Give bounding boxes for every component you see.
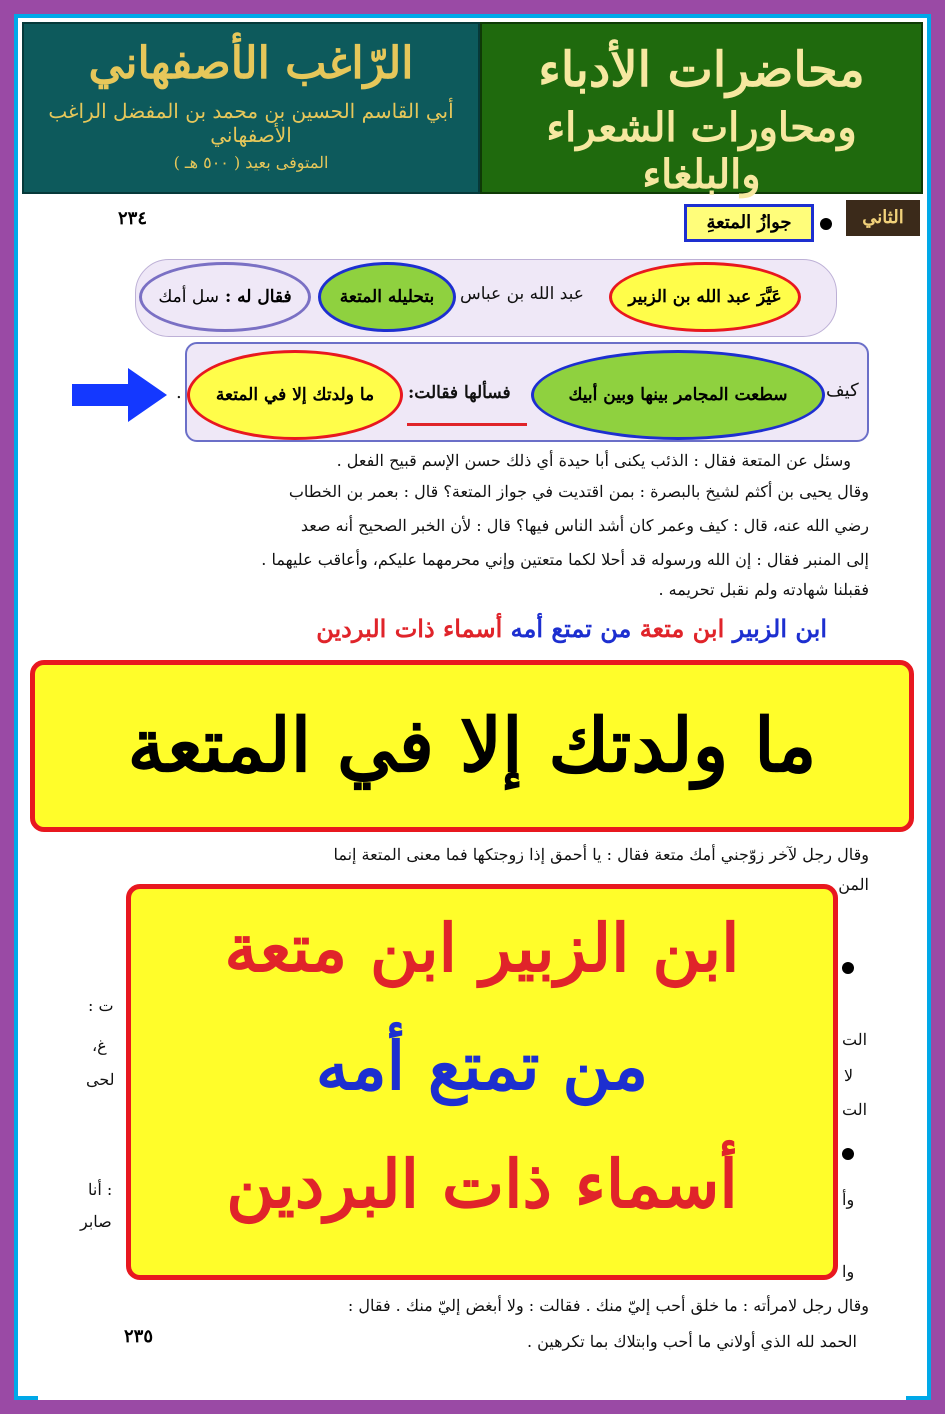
colored-part-3: من تمتع أمه (510, 614, 632, 643)
bottom-line-1: وقال رجل لامرأته : ما خلق أحب إليّ منك . فقالت : ولا أبغض إليّ منك . فقال : (347, 1296, 869, 1315)
lower-caption-box (126, 884, 838, 1280)
line2-end: . (176, 382, 182, 403)
lower-caption-line-1: ابن الزبير ابن متعة (224, 909, 740, 987)
fragment-9: صابر (80, 1212, 112, 1231)
colored-part-4: أسماء ذات البردين (316, 614, 503, 643)
bullet-icon (842, 1148, 854, 1160)
colored-summary-line (316, 614, 827, 643)
chapter-tab: الثاني (846, 200, 920, 236)
colored-part-2: ابن متعة (639, 614, 725, 643)
lower-caption-line-3: أسماء ذات البردين (226, 1145, 738, 1223)
line2-start: كيف (826, 380, 859, 401)
body-line-2: وقال يحيى بن أكثم لشيخ بالبصرة : بمن اقتديت في جواز المتعة؟ قال : بعمر بن الخطاب (288, 482, 869, 501)
bullet-icon (842, 962, 854, 974)
fragment-4: لا (844, 1066, 854, 1085)
page-number-top: ٢٣٤ (118, 208, 148, 229)
oval-majamir: سطعت المجامر بينها وبين أبيك (531, 350, 825, 440)
body-line-3: رضي الله عنه، قال : كيف وعمر كان أشد الناس فيها؟ قال : لأن الخبر الصحيح أنه صعد (300, 516, 869, 535)
big-caption: ما ولدتك إلا في المتعة (30, 660, 914, 832)
book-title-banner (480, 22, 923, 198)
fragment-8: وأ (842, 1190, 855, 1209)
book-title-line-2: ومحاورات الشعراء والبلغاء (546, 104, 857, 198)
line2-mid: فسألها فقالت: (408, 383, 511, 403)
author-full-name: أبي القاسم الحسين بن محمد بن المفضل الراغب الأصفهاني (48, 99, 454, 147)
oval-ibn-zubair: عَيَّرَ عبد الله بن الزبير (609, 262, 801, 332)
book-title-line-1: محاضرات الأدباء (538, 42, 865, 98)
plain-ibn-abbas: عبد الله بن عباس (460, 284, 584, 304)
oval-sal-ummak-bold: فقال له : (224, 287, 292, 307)
author-banner (22, 22, 480, 194)
oval-sal-ummak-plain: سل أمك (158, 287, 220, 307)
oval-waladtuk: ما ولدتك إلا في المتعة (187, 350, 403, 440)
fragment-7: : أنا (88, 1180, 113, 1199)
body-line-5: فقبلنا شهادته ولم نقبل تحريمه . (658, 580, 869, 599)
fragment-1: ت : (88, 996, 114, 1015)
arrow-right-icon (72, 368, 167, 422)
fragment-3: غ، (92, 1036, 107, 1055)
colored-part-1: ابن الزبير (732, 614, 827, 643)
fragment-6: الت (842, 1100, 868, 1119)
after-big-line-2: المن (838, 875, 869, 894)
page-number-bottom: ٢٣٥ (124, 1326, 154, 1347)
section-heading: جوازُ المتعةِ (684, 204, 814, 242)
after-big-line-1: وقال رجل لآخر زوّجني أمك متعة فقال : يا أحمق إذا زوجتكها فما معنى المتعة إنما (333, 845, 869, 864)
fragment-10: وا (842, 1262, 855, 1281)
lower-caption-line-2: من تمتع أمه (315, 1027, 649, 1105)
fragment-5: لحى (86, 1070, 115, 1089)
body-line-1: وسئل عن المتعة فقال : الذئب يكنى أبا حيدة أي ذلك حسن الإسم قبيح الفعل . (336, 451, 851, 470)
author-death-date: المتوفى بعيد ( ٥٠٠ هـ ) (173, 153, 329, 172)
bottom-line-2: الحمد لله الذي أولاني ما أحب وابتلاك بما تكرهين . (526, 1332, 857, 1351)
bullet-icon (820, 218, 832, 230)
author-name: الرّاغب الأصفهاني (88, 38, 414, 89)
oval-sal-ummak (139, 262, 311, 332)
fragment-2: الت (842, 1030, 868, 1049)
red-underline (407, 423, 527, 426)
oval-tahlil: بتحليله المتعة (318, 262, 456, 332)
body-line-4: إلى المنبر فقال : إن الله ورسوله قد أحلا لكما متعتين وإني محرمهما عليكم، وأعاقب عليهما . (261, 550, 869, 569)
